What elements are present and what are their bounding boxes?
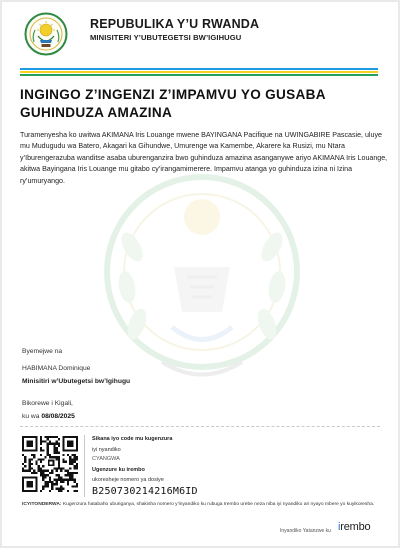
issued-date-line bbox=[22, 413, 75, 420]
signatory-ministry: Minisitiri w’Ubutegetsi bw’Igihugu bbox=[22, 378, 131, 385]
notice-label: ICYITONDERWA: bbox=[22, 502, 62, 507]
approved-by-label: Byemejwe na bbox=[22, 348, 63, 355]
vertical-divider bbox=[84, 435, 85, 497]
flag-stripes bbox=[20, 68, 378, 77]
rwanda-coat-of-arms-icon bbox=[24, 12, 68, 56]
scan-heading: Sikana iyo code mu kugenzura bbox=[92, 436, 173, 442]
emblem-watermark-icon bbox=[102, 152, 302, 422]
issued-date-prefix: ku wa bbox=[22, 413, 40, 420]
irembo-verify-heading: Ugenzure ku irembo bbox=[92, 467, 145, 473]
issued-date: 08/08/2025 bbox=[41, 413, 75, 420]
document-body: Turamenyesha ko uwitwa AKIMANA Iris Louange mwene BAYINGANA Pacifique na UWINGABIRE Pascasie, uluye mu Mudugudu wa Batero, Akagari ka Gihundwe, Umurenge wa Kamembe, Akarere ka Rusizi, mu Ntara y’Iburengerazuba wanditse asaba uburenganzira bwo guhinduza amazina asanganywe ariyo AKIMANA Iris Louange, akitwa Bayingana Iris Louange mu gitabo cy’irangamimerere. Impamvu atanga yo guhinduza izina ni Izina ry’umuryango. bbox=[20, 131, 388, 185]
notice-text bbox=[22, 501, 382, 509]
irembo-logo-i: i bbox=[338, 521, 341, 533]
flag-stripe-yellow bbox=[20, 71, 378, 73]
or-label: CYANGWA bbox=[92, 456, 120, 462]
flag-stripe-blue bbox=[20, 68, 378, 70]
irembo-logo bbox=[338, 521, 370, 533]
irembo-logo-rest: rembo bbox=[340, 521, 371, 533]
verification-qr-code[interactable] bbox=[22, 436, 78, 492]
document-title: INGINGO Z’INGENZI Z’IMPAMVU YO GUSABA GUHINDUZA AMAZINA bbox=[20, 87, 326, 120]
flag-stripe-green bbox=[20, 74, 378, 76]
country-title: REPUBULIKA Y’U RWANDA bbox=[90, 17, 260, 31]
scan-subheading: iyi nyandiko bbox=[92, 447, 121, 453]
issued-by-label: Inyandiko Yatanzwe ku bbox=[280, 528, 331, 534]
file-number-label: ukoresheje nomero ya dosiye bbox=[92, 477, 164, 483]
document-page bbox=[2, 2, 398, 546]
notice-body: Kugenzura hatabaho uburiganya, shakisha nomero y’inyandiko ku rubuga Irembo urebe neza niba iyi nyandiko ari nyayo mbere yo kuyikoresha. bbox=[62, 502, 375, 507]
section-divider bbox=[20, 426, 380, 427]
ministry-title: MINISITERI Y’UBUTEGETSI BW’IGIHUGU bbox=[90, 33, 242, 42]
file-number: B250730214216M6ID bbox=[92, 486, 198, 497]
signatory-name: HABIMANA Dominique bbox=[22, 365, 91, 372]
issued-place: Bikorewe i Kigali, bbox=[22, 400, 73, 407]
